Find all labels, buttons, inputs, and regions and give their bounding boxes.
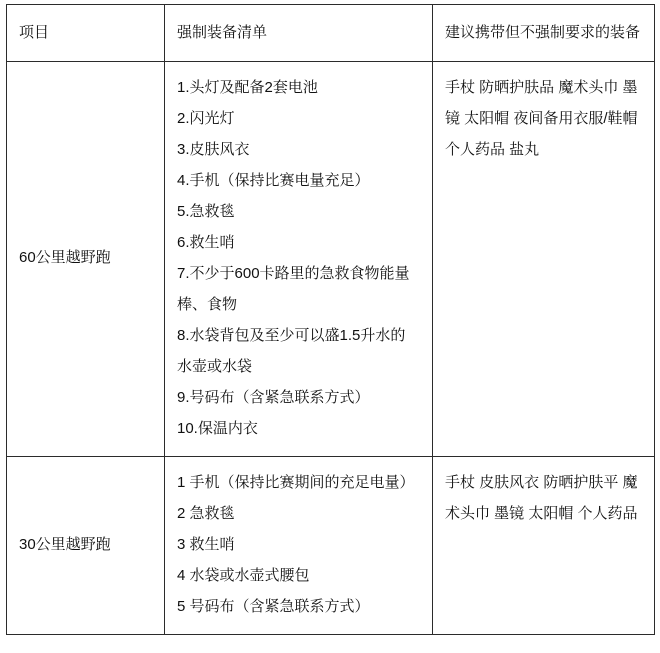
- header-cell-item: [7, 5, 165, 62]
- mandatory-list-30km: [177, 467, 420, 622]
- list-item: 3 救生哨: [177, 536, 235, 553]
- table-row: [7, 62, 655, 457]
- list-item: 10.保温内衣: [177, 420, 258, 437]
- category-cell-60km: [7, 62, 165, 457]
- list-item: 1 手机（保持比赛期间的充足电量）: [177, 474, 415, 491]
- table-row: [7, 457, 655, 635]
- header-label-item: 项目: [19, 24, 50, 41]
- recommended-text-30km: 手杖 皮肤风衣 防晒护肤平 魔术头巾 墨镜 太阳帽 个人药品: [445, 474, 638, 522]
- list-item: 5 号码布（含紧急联系方式）: [177, 598, 370, 615]
- recommended-cell-30km: [433, 457, 655, 635]
- list-item: 3.皮肤风衣: [177, 141, 250, 158]
- header-cell-recommended: [433, 5, 655, 62]
- recommended-cell-60km: [433, 62, 655, 457]
- mandatory-list-60km: [177, 72, 420, 444]
- list-item: 4 水袋或水壶式腰包: [177, 567, 310, 584]
- category-cell-30km: [7, 457, 165, 635]
- list-item: 2.闪光灯: [177, 110, 235, 127]
- list-item: 2 急救毯: [177, 505, 235, 522]
- recommended-text-60km: 手杖 防晒护肤品 魔术头巾 墨镜 太阳帽 夜间备用衣服/鞋帽 个人药品 盐丸: [445, 79, 638, 158]
- mandatory-cell-60km: [165, 62, 433, 457]
- list-item: 6.救生哨: [177, 234, 235, 251]
- list-item: 1.头灯及配备2套电池: [177, 79, 318, 96]
- document-page: [0, 4, 660, 653]
- gear-requirements-table: [6, 4, 655, 635]
- header-label-recommended: 建议携带但不强制要求的装备: [445, 24, 641, 41]
- category-label-30km: 30公里越野跑: [19, 535, 111, 553]
- category-label-60km: 60公里越野跑: [19, 249, 111, 266]
- mandatory-cell-30km: [165, 457, 433, 635]
- list-item: 5.急救毯: [177, 203, 235, 220]
- header-label-mandatory: 强制装备清单: [177, 24, 268, 41]
- list-item: 9.号码布（含紧急联系方式）: [177, 389, 370, 406]
- list-item: 7.不少于600卡路里的急救食物能量棒、食物: [177, 265, 410, 313]
- header-cell-mandatory: [165, 5, 433, 62]
- table-header-row: [7, 5, 655, 62]
- list-item: 8.水袋背包及至少可以盛1.5升水的水壶或水袋: [177, 327, 406, 375]
- list-item: 4.手机（保持比赛电量充足）: [177, 172, 370, 189]
